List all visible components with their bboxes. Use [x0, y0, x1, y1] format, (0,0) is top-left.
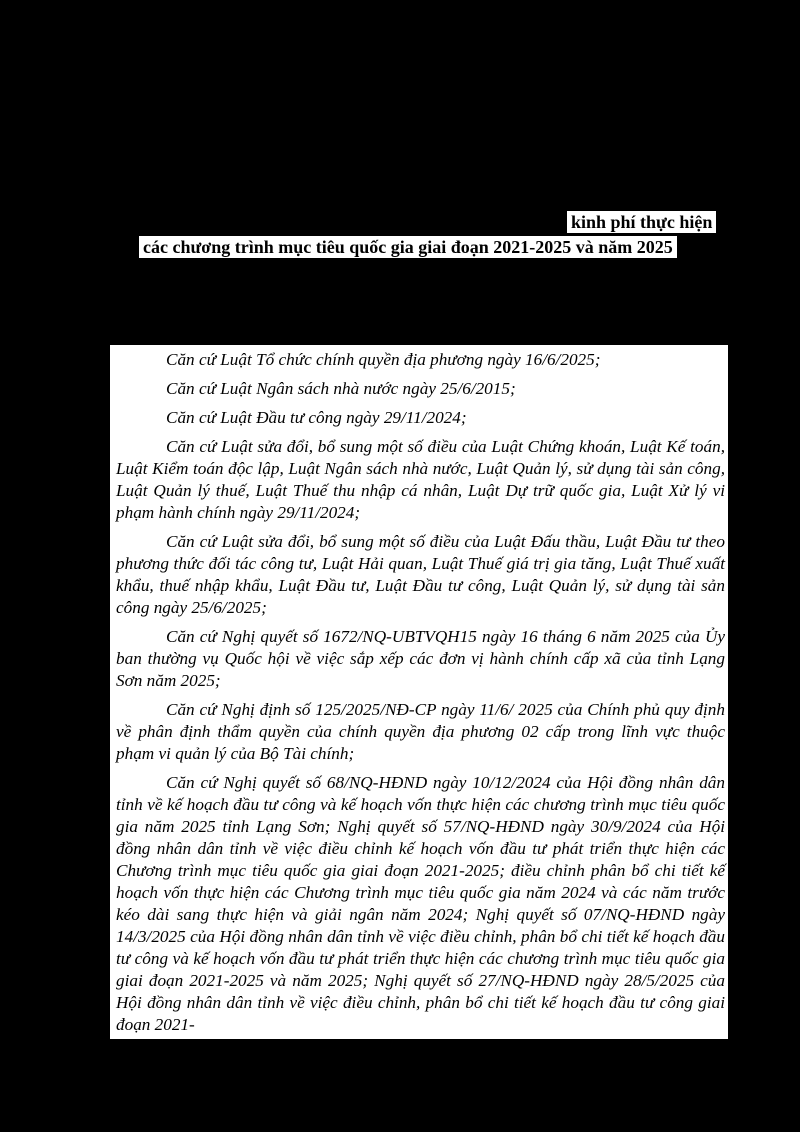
document-title-line-2: các chương trình mục tiêu quốc gia giai đoạn 2021-2025 và năm 2025: [139, 236, 677, 258]
legal-basis-paragraph: Căn cứ Nghị quyết số 68/NQ-HĐND ngày 10/12/2024 của Hội đồng nhân dân tỉnh về kế hoạch đầu tư công và kế hoạch vốn thực hiện các chương trình mục tiêu quốc gia năm 2025 tỉnh Lạng Sơn; Nghị quyết số 57/NQ-HĐND ngày 30/9/2024 của Hội đồng nhân dân tỉnh về việc điều chỉnh kế hoạch vốn đầu tư phát triển thực hiện các Chương trình mục tiêu quốc gia giai đoạn 2021-2025; điều chỉnh phân bổ chi tiết kế hoạch vốn thực hiện các Chương trình mục tiêu quốc gia năm 2024 và các năm trước kéo dài sang thực hiện và giải ngân năm 2024; Nghị quyết số 07/NQ-HĐND ngày 14/3/2025 của Hội đồng nhân dân tỉnh về việc điều chỉnh, phân bổ chi tiết kế hoạch đầu tư công và kế hoạch vốn đầu tư phát triển thực hiện các chương trình mục tiêu quốc gia giai đoạn 2021-2025 và năm 2025; Nghị quyết số 27/NQ-HĐND ngày 28/5/2025 của Hội đồng nhân dân tỉnh về việc điều chỉnh, phân bổ chi tiết kế hoạch đầu tư công giai đoạn 2021-: [116, 773, 725, 1034]
legal-basis-paragraph: Căn cứ Luật sửa đổi, bổ sung một số điều của Luật Chứng khoán, Luật Kế toán, Luật Kiểm toán độc lập, Luật Ngân sách nhà nước, Luật Quản lý, sử dụng tài sản công, Luật Quản lý thuế, Luật Thuế thu nhập cá nhân, Luật Dự trữ quốc gia, Luật Xử lý vi phạm hành chính ngày 29/11/2024;: [116, 437, 725, 522]
legal-basis-paragraph: Căn cứ Luật Đầu tư công ngày 29/11/2024;: [166, 408, 467, 427]
legal-basis-paragraph: Căn cứ Nghị định số 125/2025/NĐ-CP ngày 11/6/ 2025 của Chính phủ quy định về phân định thẩm quyền của chính quyền địa phương 02 cấp trong lĩnh vực thuộc phạm vi quản lý của Bộ Tài chính;: [116, 700, 725, 763]
document-body: [110, 345, 728, 1039]
document-title-line-1: kinh phí thực hiện: [567, 211, 716, 233]
legal-basis-paragraph: Căn cứ Luật sửa đổi, bổ sung một số điều của Luật Đấu thầu, Luật Đầu tư theo phương thức đối tác công tư, Luật Hải quan, Luật Thuế giá trị gia tăng, Luật Thuế xuất khẩu, thuế nhập khẩu, Luật Đầu tư, Luật Đầu tư công, Luật Quản lý, sử dụng tài sản công ngày 25/6/2025;: [116, 532, 725, 617]
legal-basis-paragraph: Căn cứ Nghị quyết số 1672/NQ-UBTVQH15 ngày 16 tháng 6 năm 2025 của Ủy ban thường vụ Quốc hội về việc sắp xếp các đơn vị hành chính cấp xã của tỉnh Lạng Sơn năm 2025;: [116, 627, 725, 690]
legal-basis-paragraph: Căn cứ Luật Tổ chức chính quyền địa phương ngày 16/6/2025;: [166, 350, 601, 369]
legal-basis-paragraph: Căn cứ Luật Ngân sách nhà nước ngày 25/6/2015;: [166, 379, 516, 398]
